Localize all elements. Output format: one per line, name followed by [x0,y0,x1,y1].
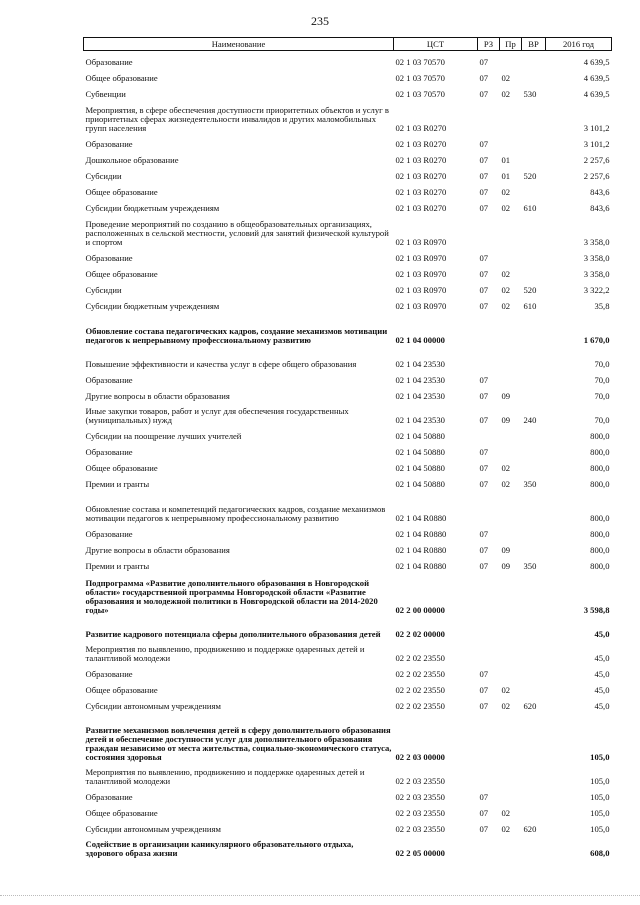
row-name: Субвенции [85,89,126,99]
row-name: Подпрограмма «Развитие дополнительного образования в Новгородской области» государственной программы Новгородской области «Развитие образования и молодежной политики в Новгородской области на 2014-2020 годы» [85,578,378,615]
table-row [84,539,612,555]
row-name: Другие вопросы в области образования [85,545,230,555]
row-rz: 07 [479,701,489,711]
row-rz [478,213,500,247]
row-name: Общее образование [85,463,158,473]
row-pr [500,51,522,68]
row-rz: 07 [479,203,489,213]
table-row [84,473,612,489]
row-amount: 800,0 [590,513,610,523]
row-cst: 02 2 02 23550 [395,701,445,711]
column-header-year: 2016 год [546,38,612,51]
row-rz [478,711,500,762]
row-vr [522,457,546,473]
row-amount: 3 358,0 [583,237,610,247]
row-cst: 02 2 03 23550 [395,792,445,802]
row-cst: 02 2 05 00000 [395,848,445,858]
column-header-rz: РЗ [478,38,500,51]
row-name: Образование [85,792,133,802]
row-vr [522,786,546,802]
row-name: Развитие кадрового потенциала сферы дополнительного образования детей [85,629,381,639]
row-pr: 09 [501,561,511,571]
row-cst: 02 1 03 70570 [395,57,445,67]
row-cst: 02 1 04 23530 [395,359,445,369]
table-row [84,67,612,83]
table-row [84,457,612,473]
row-name: Образование [85,529,133,539]
row-name: Премии и гранты [85,479,150,489]
row-vr [522,679,546,695]
row-cst: 02 2 02 23550 [395,669,445,679]
row-name: Образование [85,447,133,457]
row-rz: 07 [479,685,489,695]
row-vr [522,663,546,679]
budget-table [83,37,612,858]
row-cst: 02 1 04 50880 [395,431,445,441]
row-rz: 07 [479,792,489,802]
row-name: Субсидии автономным учреждениям [85,701,221,711]
row-name: Обновление состава педагогических кадров, создание механизмов мотивации педагогов к непрерывному профессиональному развитию [85,326,388,345]
row-vr [522,247,546,263]
table-row [84,802,612,818]
row-name: Образование [85,253,133,263]
row-amount: 105,0 [590,824,610,834]
row-cst: 02 1 04 50880 [395,447,445,457]
table-row [84,385,612,401]
row-pr [500,786,522,802]
row-name: Обновление состава и компетенций педагогических кадров, создание механизмов мотивации педагогов к непрерывному профессиональному развитию [85,504,386,523]
row-name: Премии и гранты [85,561,150,571]
table-row [84,83,612,99]
row-rz: 07 [479,561,489,571]
row-pr [500,639,522,663]
row-vr [522,149,546,165]
row-vr: 520 [523,171,537,181]
row-amount: 3 358,0 [583,269,610,279]
row-rz: 07 [479,139,489,149]
row-rz: 07 [479,391,489,401]
row-rz [478,571,500,615]
row-vr: 610 [523,203,537,213]
row-cst: 02 1 04 00000 [395,335,445,345]
column-header-pr: Пр [500,38,522,51]
row-amount: 2 257,6 [583,171,610,181]
row-rz: 07 [479,375,489,385]
row-name: Проведение мероприятий по созданию в общеобразовательных организациях, расположенных в сельской местности, условий для занятий физической культурой и спортом [85,219,389,247]
row-name: Субсидии бюджетным учреждениям [85,203,220,213]
row-amount: 608,0 [590,848,610,858]
row-amount: 800,0 [590,561,610,571]
row-cst: 02 1 03 70570 [395,73,445,83]
row-vr [522,489,546,523]
row-amount: 45,0 [594,653,610,663]
row-vr [522,425,546,441]
row-cst: 02 2 03 23550 [395,776,445,786]
column-header-name: Наименование [84,38,394,51]
row-amount: 3 322,2 [583,285,610,295]
row-vr [522,263,546,279]
row-name: Общее образование [85,269,158,279]
table-row [84,133,612,149]
row-pr: 02 [501,463,511,473]
row-amount: 3 598,8 [583,605,610,615]
row-rz: 07 [479,73,489,83]
row-pr [500,369,522,385]
row-amount: 70,0 [594,375,610,385]
row-cst: 02 1 04 23530 [395,415,445,425]
table-row [84,615,612,639]
row-cst: 02 1 03 R0970 [395,301,447,311]
table-row [84,555,612,571]
row-pr [500,425,522,441]
row-rz [478,489,500,523]
row-amount: 105,0 [590,792,610,802]
row-pr [500,711,522,762]
row-amount: 800,0 [590,545,610,555]
row-name: Образование [85,669,133,679]
row-cst: 02 1 03 70570 [395,89,445,99]
row-cst: 02 1 03 R0270 [395,171,447,181]
row-pr [500,213,522,247]
row-name: Повышение эффективности и качества услуг в сфере общего образования [85,359,357,369]
row-cst: 02 1 03 R0270 [395,139,447,149]
row-name: Иные закупки товаров, работ и услуг для обеспечения государственных (муниципальных) нужд [85,406,349,425]
table-row [84,441,612,457]
row-rz: 07 [479,269,489,279]
table-row [84,197,612,213]
row-pr: 01 [501,171,511,181]
row-rz [478,615,500,639]
row-rz: 07 [479,824,489,834]
table-row [84,834,612,858]
table-row [84,279,612,295]
table-row [84,369,612,385]
row-cst: 02 1 04 R0880 [395,513,447,523]
table-row [84,401,612,425]
row-cst: 02 1 03 R0270 [395,203,447,213]
row-rz: 07 [479,669,489,679]
row-amount: 70,0 [594,391,610,401]
row-pr: 02 [501,203,511,213]
row-amount: 3 101,2 [583,123,610,133]
row-rz: 07 [479,463,489,473]
row-rz [478,639,500,663]
row-name: Субсидии [85,285,122,295]
column-header-vr: ВР [522,38,546,51]
row-vr: 620 [523,701,537,711]
row-amount: 800,0 [590,529,610,539]
row-rz: 07 [479,301,489,311]
row-rz [478,345,500,369]
row-pr [500,762,522,786]
row-cst: 02 2 03 23550 [395,824,445,834]
row-vr [522,67,546,83]
table-row [84,663,612,679]
row-vr [522,441,546,457]
row-cst: 02 1 03 R0970 [395,253,447,263]
table-row [84,679,612,695]
page-number: 235 [311,14,329,28]
row-amount: 4 639,5 [583,89,610,99]
row-amount: 45,0 [594,701,610,711]
row-pr [500,615,522,639]
row-amount: 2 257,6 [583,155,610,165]
row-pr [500,571,522,615]
row-pr [500,345,522,369]
row-rz: 07 [479,479,489,489]
row-amount: 800,0 [590,431,610,441]
table-row [84,489,612,523]
row-vr [522,802,546,818]
row-name: Образование [85,375,133,385]
row-rz: 07 [479,808,489,818]
row-pr: 02 [501,73,511,83]
row-vr [522,369,546,385]
row-cst: 02 1 04 50880 [395,479,445,489]
row-rz [478,99,500,133]
row-rz [478,425,500,441]
row-cst: 02 2 03 23550 [395,808,445,818]
row-amount: 105,0 [590,808,610,818]
row-amount: 1 670,0 [583,335,610,345]
row-cst: 02 1 04 R0880 [395,545,447,555]
row-amount: 70,0 [594,359,610,369]
table-row [84,818,612,834]
row-pr [500,99,522,133]
table-row [84,247,612,263]
row-name: Мероприятия по выявлению, продвижению и поддержке одаренных детей и талантливой молодежи [85,767,365,786]
row-pr: 01 [501,155,511,165]
row-cst: 02 2 00 00000 [395,605,445,615]
row-rz: 07 [479,171,489,181]
row-name: Субсидии автономным учреждениям [85,824,221,834]
row-vr: 240 [523,415,537,425]
row-pr [500,133,522,149]
table-row [84,425,612,441]
row-vr [522,99,546,133]
row-pr [500,441,522,457]
row-name: Другие вопросы в области образования [85,391,230,401]
table-row [84,571,612,615]
row-cst: 02 2 02 23550 [395,685,445,695]
row-rz: 07 [479,285,489,295]
row-rz: 07 [479,187,489,197]
row-name: Субсидии бюджетным учреждениям [85,301,220,311]
row-amount: 35,8 [594,301,610,311]
row-rz [478,311,500,345]
row-rz: 07 [479,89,489,99]
row-pr: 09 [501,391,511,401]
row-rz: 07 [479,57,489,67]
row-amount: 45,0 [594,669,610,679]
row-amount: 3 101,2 [583,139,610,149]
row-vr: 350 [523,561,537,571]
row-vr [522,345,546,369]
table-row [84,523,612,539]
row-pr: 02 [501,89,511,99]
table-row [84,311,612,345]
row-cst: 02 1 04 23530 [395,375,445,385]
row-vr [522,834,546,858]
row-vr [522,51,546,68]
row-pr: 02 [501,701,511,711]
row-rz: 07 [479,545,489,555]
row-vr [522,181,546,197]
row-pr: 09 [501,545,511,555]
row-vr [522,711,546,762]
row-cst: 02 1 04 23530 [395,391,445,401]
row-vr [522,762,546,786]
table-row [84,762,612,786]
row-cst: 02 1 03 R0270 [395,155,447,165]
table-row [84,786,612,802]
row-pr [500,523,522,539]
row-pr [500,663,522,679]
row-rz [478,834,500,858]
row-amount: 843,6 [590,187,610,197]
row-amount: 45,0 [594,685,610,695]
row-rz: 07 [479,253,489,263]
row-vr: 620 [523,824,537,834]
row-amount: 45,0 [594,629,610,639]
column-header-cst: ЦСТ [394,38,478,51]
row-rz: 07 [479,529,489,539]
row-name: Образование [85,139,133,149]
row-amount: 4 639,5 [583,57,610,67]
row-rz: 07 [479,155,489,165]
row-name: Развитие механизмов вовлечения детей в сферу дополнительного образования детей и обеспечение доступности услуг для дополнительного образования граждан независимо от места жительства, социально-экономического статуса, состояния здоровья [85,725,392,762]
row-vr [522,539,546,555]
row-pr: 02 [501,685,511,695]
row-name: Субсидии [85,171,122,181]
table-row [84,695,612,711]
row-amount: 800,0 [590,479,610,489]
row-vr: 530 [523,89,537,99]
row-pr: 02 [501,301,511,311]
table-row [84,181,612,197]
row-amount: 800,0 [590,447,610,457]
row-name: Общее образование [85,685,158,695]
row-pr [500,311,522,345]
row-cst: 02 1 04 R0880 [395,561,447,571]
table-body [84,51,612,859]
row-vr [522,385,546,401]
row-name: Субсидии на поощрение лучших учителей [85,431,242,441]
table-row [84,165,612,181]
row-name: Содействие в организации каникулярного образовательного отдыха, здорового образа жизни [85,839,354,858]
row-vr [522,311,546,345]
row-pr: 02 [501,824,511,834]
row-amount: 105,0 [590,776,610,786]
table-row [84,711,612,762]
row-cst: 02 1 03 R0970 [395,285,447,295]
row-name: Общее образование [85,73,158,83]
row-name: Общее образование [85,187,158,197]
row-pr: 09 [501,415,511,425]
row-cst: 02 1 03 R0270 [395,123,447,133]
row-cst: 02 1 04 50880 [395,463,445,473]
row-name: Мероприятия, в сфере обеспечения доступности приоритетных объектов и услуг в приоритетных сферах жизнедеятельности инвалидов и других маломобильных групп населения [85,105,389,133]
row-pr [500,247,522,263]
table-row [84,149,612,165]
row-name: Дошкольное образование [85,155,179,165]
table-header [84,38,612,51]
row-pr: 02 [501,808,511,818]
row-cst: 02 1 03 R0270 [395,187,447,197]
row-cst: 02 2 02 23550 [395,653,445,663]
row-cst: 02 2 02 00000 [395,629,445,639]
row-vr [522,213,546,247]
row-rz: 07 [479,415,489,425]
row-name: Мероприятия по выявлению, продвижению и поддержке одаренных детей и талантливой молодежи [85,644,365,663]
row-amount: 3 358,0 [583,253,610,263]
row-pr [500,489,522,523]
row-vr [522,615,546,639]
row-name: Общее образование [85,808,158,818]
row-vr [522,523,546,539]
table-row [84,213,612,247]
row-vr [522,571,546,615]
scan-edge-divider [0,895,640,898]
row-vr [522,133,546,149]
row-amount: 70,0 [594,415,610,425]
table-row [84,295,612,311]
row-vr: 350 [523,479,537,489]
row-name: Образование [85,57,133,67]
table-row [84,263,612,279]
row-vr: 520 [523,285,537,295]
row-vr: 610 [523,301,537,311]
table-row [84,639,612,663]
table-row [84,99,612,133]
row-pr: 02 [501,187,511,197]
row-cst: 02 1 03 R0970 [395,269,447,279]
table-row [84,51,612,68]
row-pr: 02 [501,479,511,489]
row-cst: 02 1 04 R0880 [395,529,447,539]
row-amount: 4 639,5 [583,73,610,83]
row-amount: 843,6 [590,203,610,213]
row-cst: 02 2 03 00000 [395,752,445,762]
row-pr: 02 [501,269,511,279]
row-cst: 02 1 03 R0970 [395,237,447,247]
row-pr: 02 [501,285,511,295]
row-pr [500,834,522,858]
row-amount: 800,0 [590,463,610,473]
row-rz: 07 [479,447,489,457]
row-amount: 105,0 [590,752,610,762]
row-vr [522,639,546,663]
table-row [84,345,612,369]
row-rz [478,762,500,786]
